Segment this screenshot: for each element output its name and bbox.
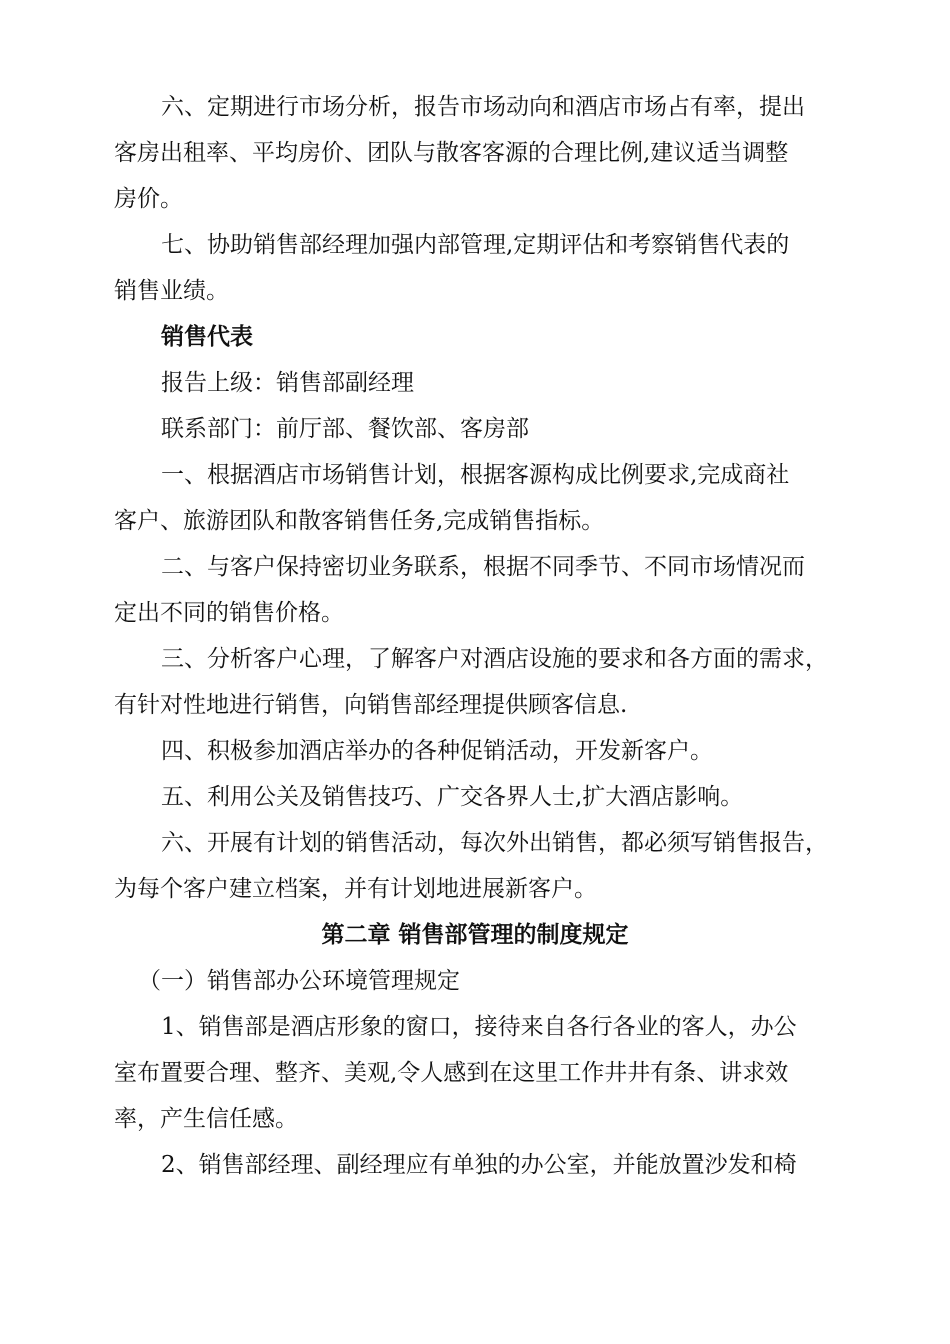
paragraph-line: 为每个客户建立档案，并有计划地进展新客户。 bbox=[114, 876, 597, 902]
paragraph-line: 客户、旅游团队和散客销售任务,完成销售指标。 bbox=[114, 508, 605, 534]
paragraph-line: 客房出租率、平均房价、团队与散客客源的合理比例,建议适当调整 bbox=[114, 140, 789, 166]
paragraph-line: 房价。 bbox=[114, 186, 183, 212]
paragraph-line: 六、定期进行市场分析，报告市场动向和酒店市场占有率，提出 bbox=[161, 94, 805, 120]
paragraph-line: 一、根据酒店市场销售计划，根据客源构成比例要求,完成商社 bbox=[161, 462, 790, 488]
paragraph-line: 率，产生信任感。 bbox=[114, 1106, 298, 1132]
paragraph-line: 2、销售部经理、副经理应有单独的办公室，并能放置沙发和椅 bbox=[161, 1152, 797, 1178]
section-heading: 销售代表 bbox=[161, 324, 253, 350]
paragraph-line: 有针对性地进行销售，向销售部经理提供顾客信息. bbox=[114, 692, 628, 718]
paragraph-line: 1、销售部是酒店形象的窗口，接待来自各行各业的客人，办公 bbox=[161, 1014, 797, 1040]
paragraph-line: 三、分析客户心理，了解客户对酒店设施的要求和各方面的需求， bbox=[161, 646, 828, 672]
paragraph-line: 报告上级：销售部副经理 bbox=[161, 370, 414, 396]
paragraph-line: 七、协助销售部经理加强内部管理,定期评估和考察销售代表的 bbox=[161, 232, 790, 258]
chapter-title: 第二章 销售部管理的制度规定 bbox=[321, 922, 629, 948]
subsection-heading: （一）销售部办公环境管理规定 bbox=[138, 968, 460, 994]
paragraph-line: 室布置要合理、整齐、美观,令人感到在这里工作井井有条、讲求效 bbox=[114, 1060, 789, 1086]
paragraph-line: 定出不同的销售价格。 bbox=[114, 600, 344, 626]
paragraph-line: 二、与客户保持密切业务联系，根据不同季节、不同市场情况而 bbox=[161, 554, 805, 580]
paragraph-line: 联系部门：前厅部、餐饮部、客房部 bbox=[161, 416, 529, 442]
paragraph-line: 六、开展有计划的销售活动，每次外出销售，都必须写销售报告， bbox=[161, 830, 828, 856]
paragraph-line: 四、积极参加酒店举办的各种促销活动，开发新客户。 bbox=[161, 738, 713, 764]
paragraph-line: 五、利用公关及销售技巧、广交各界人士,扩大酒店影响。 bbox=[161, 784, 744, 810]
document-page bbox=[114, 84, 836, 1188]
paragraph-line: 销售业绩。 bbox=[114, 278, 229, 304]
